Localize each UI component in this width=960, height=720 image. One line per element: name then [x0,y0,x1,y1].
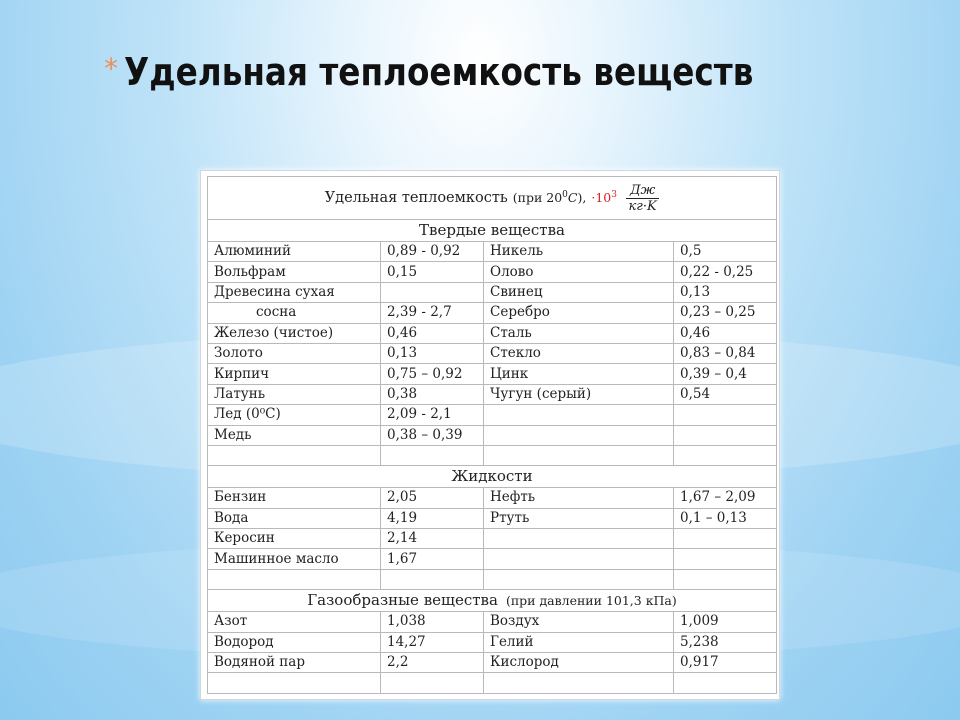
table-row [208,673,777,693]
table-row [208,569,777,589]
value-cell [381,569,484,589]
value-cell: 0,5 [674,242,777,262]
substance-cell [208,445,381,465]
substance-cell: Железо (чистое) [208,323,381,343]
substance-cell [484,529,674,549]
section-heading-row [208,220,777,242]
table-row [208,262,777,282]
value-cell: 0,23 – 0,25 [674,303,777,323]
substance-cell: Вода [208,508,381,528]
substance-cell: Никель [484,242,674,262]
value-cell: 0,13 [674,282,777,302]
table-row [208,488,777,508]
substance-cell: Стекло [484,343,674,363]
table-row [208,323,777,343]
value-cell: 2,09 - 2,1 [381,405,484,425]
value-cell: 1,67 – 2,09 [674,488,777,508]
substance-cell: Азот [208,612,381,632]
substance-cell: Золото [208,343,381,363]
value-cell: 14,27 [381,632,484,652]
value-cell [674,445,777,465]
table-row [208,303,777,323]
value-cell: 2,14 [381,529,484,549]
table-header-title: Удельная теплоемкость [324,189,508,206]
section-heading-text: Твердые вещества [419,221,565,239]
substance-cell: Алюминий [208,242,381,262]
substance-cell [484,425,674,445]
table-header-unit: $\frac{Дж}{кг\cdot K}$ [626,184,659,213]
value-cell: 0,22 - 0,25 [674,262,777,282]
value-cell [381,445,484,465]
table-row [208,653,777,673]
substance-cell [484,673,674,693]
table-row [208,549,777,569]
value-cell: 0,38 [381,384,484,404]
table-row [208,529,777,549]
specific-heat-table [207,176,777,694]
value-cell [674,529,777,549]
substance-cell: Гелий [484,632,674,652]
value-cell [381,282,484,302]
value-cell: 0,38 – 0,39 [381,425,484,445]
section-heading [208,466,777,488]
substance-cell: Водород [208,632,381,652]
value-cell [674,549,777,569]
table-row [208,384,777,404]
value-cell: 0,89 - 0,92 [381,242,484,262]
substance-cell: Бензин [208,488,381,508]
value-cell [674,569,777,589]
table-row [208,445,777,465]
table-row [208,282,777,302]
section-heading-row [208,590,777,612]
value-cell: 2,05 [381,488,484,508]
table-header-row [208,177,777,220]
section-heading-note: (при давлении 101,3 кПа) [505,593,677,609]
section-heading-text: Газообразные вещества [307,591,498,610]
substance-cell: Медь [208,425,381,445]
table-row [208,343,777,363]
substance-cell: Нефть [484,488,674,508]
value-cell: 0,1 – 0,13 [674,508,777,528]
substance-cell: Кирпич [208,364,381,384]
substance-cell: сосна [208,303,381,323]
value-cell: 0,917 [674,653,777,673]
table-row [208,364,777,384]
table-row [208,632,777,652]
value-cell: 0,54 [674,384,777,404]
substance-cell: Ртуть [484,508,674,528]
substance-cell [484,569,674,589]
value-cell: 5,238 [674,632,777,652]
value-cell: 1,009 [674,612,777,632]
value-cell [381,673,484,693]
value-cell: 1,038 [381,612,484,632]
slide-title-text: Удельная теплоемкость веществ [124,50,754,94]
slide-title [0,50,960,94]
substance-cell: Цинк [484,364,674,384]
value-cell: 2,2 [381,653,484,673]
substance-cell [484,445,674,465]
value-cell [674,405,777,425]
substance-cell: Водяной пар [208,653,381,673]
value-cell: 4,19 [381,508,484,528]
table-row [208,425,777,445]
substance-cell [208,569,381,589]
substance-cell: Воздух [484,612,674,632]
value-cell: 0,13 [381,343,484,363]
value-cell: 0,46 [381,323,484,343]
substance-cell: Вольфрам [208,262,381,282]
table-row [208,612,777,632]
substance-cell: Машинное масло [208,549,381,569]
value-cell [674,673,777,693]
value-cell: 0,39 – 0,4 [674,364,777,384]
table-header-multiplier: $\cdot 10^3$ [591,190,617,206]
substance-cell: Олово [484,262,674,282]
value-cell: 0,83 – 0,84 [674,343,777,363]
value-cell [674,425,777,445]
substance-cell [484,549,674,569]
substance-cell: Кислород [484,653,674,673]
value-cell: 2,39 - 2,7 [381,303,484,323]
substance-cell: Свинец [484,282,674,302]
title-bullet-icon: * [104,52,119,85]
substance-cell: Латунь [208,384,381,404]
section-heading-row [208,466,777,488]
table-header-cell [208,177,777,220]
table-row [208,242,777,262]
substance-cell [484,405,674,425]
value-cell: 0,46 [674,323,777,343]
value-cell: 0,75 – 0,92 [381,364,484,384]
substance-cell: Керосин [208,529,381,549]
table-header-condition: (при $20^0C$), [512,190,587,206]
section-heading-text: Жидкости [451,467,533,486]
section-heading [208,590,777,612]
specific-heat-table-image [200,170,780,700]
value-cell: 1,67 [381,549,484,569]
table-row [208,405,777,425]
table-row [208,508,777,528]
substance-cell: Серебро [484,303,674,323]
substance-cell: Чугун (серый) [484,384,674,404]
substance-cell: Сталь [484,323,674,343]
substance-cell: Древесина сухая [208,282,381,302]
section-heading [208,220,777,242]
value-cell: 0,15 [381,262,484,282]
substance-cell [208,673,381,693]
substance-cell: Лед (0⁰С) [208,405,381,425]
